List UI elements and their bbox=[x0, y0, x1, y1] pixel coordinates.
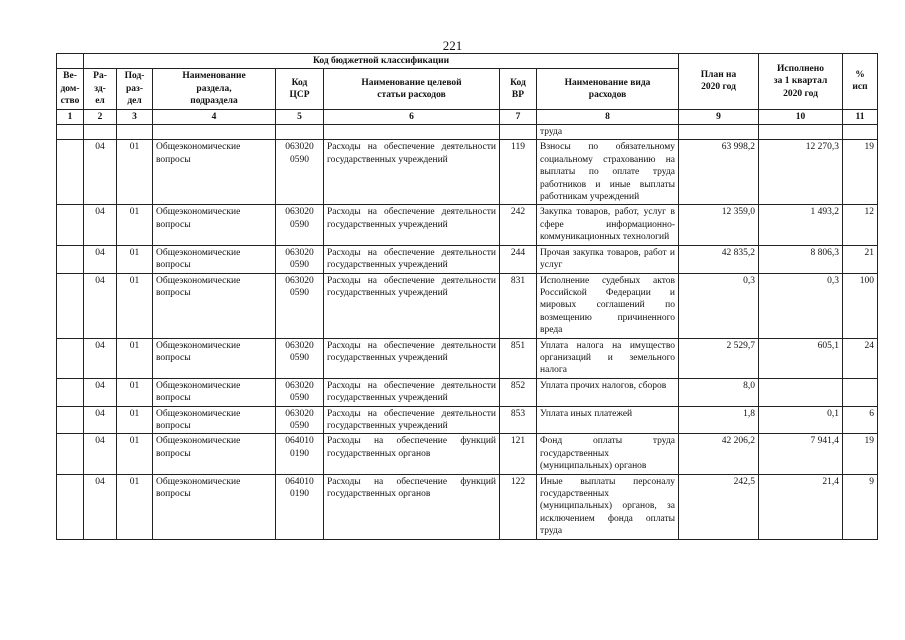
vr-name-cell: Прочая закупка товаров, работ и услуг bbox=[537, 245, 679, 273]
target-name-cell: Расходы на обеспечение функций государственных органов bbox=[324, 474, 500, 539]
razdel-name-cell: Общеэкономические вопросы bbox=[153, 474, 276, 539]
plan-cell: 8,0 bbox=[679, 378, 759, 406]
target-name-cell: Расходы на обеспечение деятельности государственных учреждений bbox=[324, 338, 500, 378]
continuation-text: труда bbox=[537, 125, 679, 140]
column-number: 1 bbox=[57, 109, 84, 124]
vr-name-cell: Уплата налога на имущество организаций и земельного налога bbox=[537, 338, 679, 378]
razdel-name-cell: Общеэкономические вопросы bbox=[153, 140, 276, 205]
done-cell bbox=[759, 378, 843, 406]
pct-cell: 24 bbox=[843, 338, 878, 378]
podrazdel-cell: 01 bbox=[117, 474, 153, 539]
table-row bbox=[57, 273, 878, 338]
podrazdel-cell: 01 bbox=[117, 245, 153, 273]
table-row bbox=[57, 434, 878, 474]
razdel-cell: 04 bbox=[84, 273, 117, 338]
pct-cell: 9 bbox=[843, 474, 878, 539]
vr-name-cell: Уплата иных платежей bbox=[537, 406, 679, 434]
target-name-cell: Расходы на обеспечение деятельности государственных учреждений bbox=[324, 245, 500, 273]
done-cell: 12 270,3 bbox=[759, 140, 843, 205]
plan-cell: 63 998,2 bbox=[679, 140, 759, 205]
podrazdel-cell: 01 bbox=[117, 273, 153, 338]
csr-cell: 063020 0590 bbox=[276, 140, 324, 205]
razdel-cell: 04 bbox=[84, 140, 117, 205]
vedomstvo-cell bbox=[57, 474, 84, 539]
vr-cell: 121 bbox=[500, 434, 537, 474]
continuation-row bbox=[57, 125, 878, 140]
table-row bbox=[57, 474, 878, 539]
razdel-cell: 04 bbox=[84, 338, 117, 378]
podrazdel-cell: 01 bbox=[117, 205, 153, 245]
table-row bbox=[57, 338, 878, 378]
vr-name-cell: Иные выплаты персоналу государственных (муниципальных) органов, за исключением фонда оплаты труда bbox=[537, 474, 679, 539]
podrazdel-cell: 01 bbox=[117, 140, 153, 205]
plan-cell: 12 359,0 bbox=[679, 205, 759, 245]
csr-cell: 063020 0590 bbox=[276, 245, 324, 273]
header-plan: План на 2020 год bbox=[679, 54, 759, 110]
pct-cell bbox=[843, 378, 878, 406]
header-pct: % исп bbox=[843, 54, 878, 110]
page-number: 221 bbox=[442, 38, 463, 53]
pct-cell: 19 bbox=[843, 140, 878, 205]
csr-cell: 063020 0590 bbox=[276, 406, 324, 434]
column-number: 3 bbox=[117, 109, 153, 124]
pct-cell: 12 bbox=[843, 205, 878, 245]
classification-group-header: Код бюджетной классификации bbox=[84, 54, 679, 69]
plan-cell: 1,8 bbox=[679, 406, 759, 434]
header-done: Исполнено за 1 квартал 2020 год bbox=[759, 54, 843, 110]
vr-name-cell: Фонд оплаты труда государственных (муниципальных) органов bbox=[537, 434, 679, 474]
vr-cell: 851 bbox=[500, 338, 537, 378]
pct-cell: 100 bbox=[843, 273, 878, 338]
header-razdel-name: Наименование раздела, подраздела bbox=[153, 69, 276, 109]
header-cell-empty bbox=[57, 54, 84, 69]
column-number: 8 bbox=[537, 109, 679, 124]
target-name-cell: Расходы на обеспечение деятельности государственных учреждений bbox=[324, 378, 500, 406]
vr-cell: 852 bbox=[500, 378, 537, 406]
budget-table bbox=[56, 53, 878, 540]
podrazdel-cell: 01 bbox=[117, 378, 153, 406]
csr-cell: 064010 0190 bbox=[276, 474, 324, 539]
target-name-cell: Расходы на обеспечение деятельности государственных учреждений bbox=[324, 406, 500, 434]
plan-cell: 42 206,2 bbox=[679, 434, 759, 474]
razdel-name-cell: Общеэкономические вопросы bbox=[153, 338, 276, 378]
vedomstvo-cell bbox=[57, 140, 84, 205]
vedomstvo-cell bbox=[57, 406, 84, 434]
podrazdel-cell: 01 bbox=[117, 338, 153, 378]
table-row bbox=[57, 205, 878, 245]
csr-cell: 063020 0590 bbox=[276, 205, 324, 245]
header-csr: Код ЦСР bbox=[276, 69, 324, 109]
vr-name-cell: Взносы по обязательному социальному страхованию на выплаты по оплате труда работников и иные выплаты работникам учреждений bbox=[537, 140, 679, 205]
razdel-cell: 04 bbox=[84, 434, 117, 474]
plan-cell: 42 835,2 bbox=[679, 245, 759, 273]
done-cell: 7 941,4 bbox=[759, 434, 843, 474]
vr-name-cell: Исполнение судебных актов Российской Федерации и мировых соглашений по возмещению причиненного вреда bbox=[537, 273, 679, 338]
header-vr-name: Наименование вида расходов bbox=[537, 69, 679, 109]
header-target-name: Наименование целевой статьи расходов bbox=[324, 69, 500, 109]
table-row bbox=[57, 406, 878, 434]
table-row bbox=[57, 245, 878, 273]
vedomstvo-cell bbox=[57, 245, 84, 273]
header-vr: Код ВР bbox=[500, 69, 537, 109]
vr-cell: 831 bbox=[500, 273, 537, 338]
done-cell: 0,1 bbox=[759, 406, 843, 434]
csr-cell: 064010 0190 bbox=[276, 434, 324, 474]
done-cell: 1 493,2 bbox=[759, 205, 843, 245]
razdel-name-cell: Общеэкономические вопросы bbox=[153, 406, 276, 434]
podrazdel-cell: 01 bbox=[117, 434, 153, 474]
header-razdel: Ра- зд- ел bbox=[84, 69, 117, 109]
target-name-cell: Расходы на обеспечение деятельности государственных учреждений bbox=[324, 205, 500, 245]
vr-name-cell: Закупка товаров, работ, услуг в сфере информационно-коммуникационных технологий bbox=[537, 205, 679, 245]
header-vedomstvo: Ве- дом- ство bbox=[57, 69, 84, 109]
done-cell: 21,4 bbox=[759, 474, 843, 539]
target-name-cell: Расходы на обеспечение деятельности государственных учреждений bbox=[324, 273, 500, 338]
table-body bbox=[57, 125, 878, 540]
done-cell: 8 806,3 bbox=[759, 245, 843, 273]
target-name-cell: Расходы на обеспечение функций государственных органов bbox=[324, 434, 500, 474]
vedomstvo-cell bbox=[57, 434, 84, 474]
razdel-cell: 04 bbox=[84, 378, 117, 406]
column-number: 5 bbox=[276, 109, 324, 124]
column-number: 9 bbox=[679, 109, 759, 124]
vr-name-cell: Уплата прочих налогов, сборов bbox=[537, 378, 679, 406]
csr-cell: 063020 0590 bbox=[276, 273, 324, 338]
razdel-name-cell: Общеэкономические вопросы bbox=[153, 378, 276, 406]
column-number: 7 bbox=[500, 109, 537, 124]
podrazdel-cell: 01 bbox=[117, 406, 153, 434]
column-number: 11 bbox=[843, 109, 878, 124]
column-number: 6 bbox=[324, 109, 500, 124]
pct-cell: 6 bbox=[843, 406, 878, 434]
razdel-cell: 04 bbox=[84, 205, 117, 245]
vr-cell: 853 bbox=[500, 406, 537, 434]
pct-cell: 19 bbox=[843, 434, 878, 474]
razdel-name-cell: Общеэкономические вопросы bbox=[153, 205, 276, 245]
vedomstvo-cell bbox=[57, 338, 84, 378]
vedomstvo-cell bbox=[57, 378, 84, 406]
plan-cell: 2 529,7 bbox=[679, 338, 759, 378]
csr-cell: 063020 0590 bbox=[276, 378, 324, 406]
table-row bbox=[57, 140, 878, 205]
column-number: 10 bbox=[759, 109, 843, 124]
plan-cell: 242,5 bbox=[679, 474, 759, 539]
vr-cell: 119 bbox=[500, 140, 537, 205]
table-row bbox=[57, 378, 878, 406]
vedomstvo-cell bbox=[57, 273, 84, 338]
table-header bbox=[57, 54, 878, 125]
column-number: 4 bbox=[153, 109, 276, 124]
pct-cell: 21 bbox=[843, 245, 878, 273]
razdel-name-cell: Общеэкономические вопросы bbox=[153, 434, 276, 474]
razdel-cell: 04 bbox=[84, 474, 117, 539]
vedomstvo-cell bbox=[57, 205, 84, 245]
vr-cell: 244 bbox=[500, 245, 537, 273]
header-podrazdel: Под- раз- дел bbox=[117, 69, 153, 109]
target-name-cell: Расходы на обеспечение деятельности государственных учреждений bbox=[324, 140, 500, 205]
vr-cell: 242 bbox=[500, 205, 537, 245]
done-cell: 0,3 bbox=[759, 273, 843, 338]
plan-cell: 0,3 bbox=[679, 273, 759, 338]
razdel-cell: 04 bbox=[84, 406, 117, 434]
csr-cell: 063020 0590 bbox=[276, 338, 324, 378]
razdel-name-cell: Общеэкономические вопросы bbox=[153, 273, 276, 338]
column-number: 2 bbox=[84, 109, 117, 124]
done-cell: 605,1 bbox=[759, 338, 843, 378]
vr-cell: 122 bbox=[500, 474, 537, 539]
razdel-name-cell: Общеэкономические вопросы bbox=[153, 245, 276, 273]
razdel-cell: 04 bbox=[84, 245, 117, 273]
